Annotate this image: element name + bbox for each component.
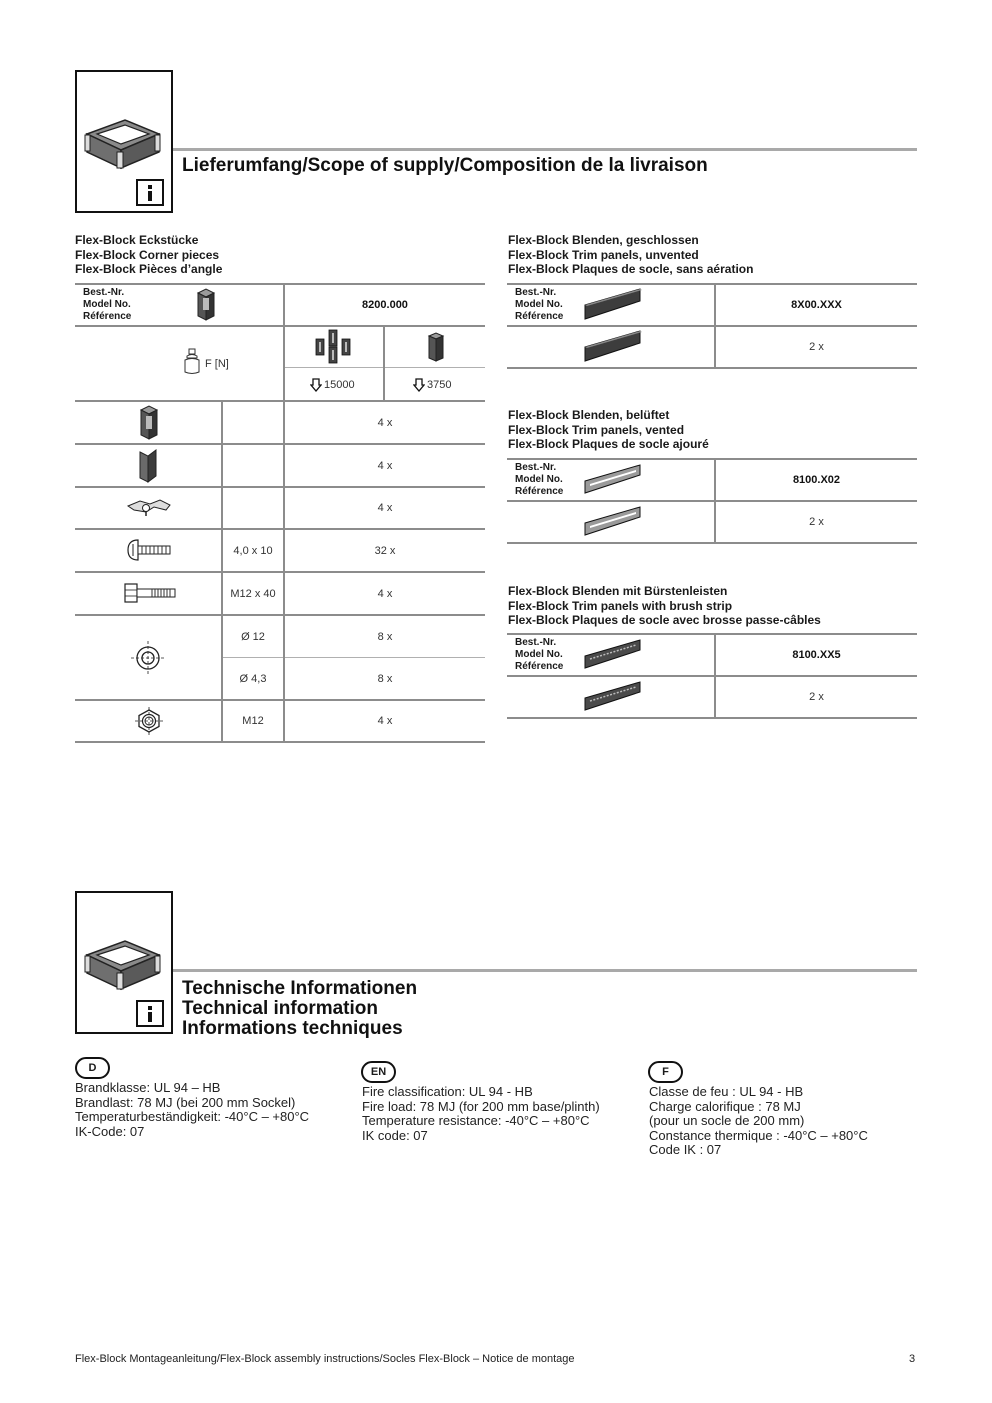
part-qty: 4 x xyxy=(377,587,393,600)
section-rule xyxy=(173,969,917,972)
panel-qty: 2 x xyxy=(809,341,824,353)
washer-icon xyxy=(131,641,165,675)
connector-clip-icon xyxy=(126,498,172,518)
part-spec: 4,0 x 10 xyxy=(233,544,273,557)
tech-title: Technische Informationen Technical information Informations techniques xyxy=(182,978,418,1039)
part-qty: 4 x xyxy=(377,502,393,514)
table-rule xyxy=(383,325,385,400)
corner-post-icon xyxy=(195,288,217,322)
corner-post-icon xyxy=(138,405,160,441)
force-label: F [N] xyxy=(205,358,229,370)
hex-bolt-icon xyxy=(122,582,178,604)
panel-qty: 2 x xyxy=(809,691,824,703)
table-rule xyxy=(75,325,485,327)
hex-nut-icon xyxy=(135,707,163,735)
plinth-frame-icon xyxy=(77,72,171,211)
corner-model-no: 8200.000 xyxy=(362,299,408,311)
weight-icon xyxy=(183,348,201,376)
footer-text: Flex-Block Montageanleitung/Flex-Block assembly instructions/Socles Flex-Block – Notice de montage xyxy=(75,1353,575,1365)
panel-model-no: 8100.XX5 xyxy=(792,649,841,661)
four-posts-icon xyxy=(314,329,354,365)
model-label: Best.-Nr. Model No. Référence xyxy=(515,462,564,497)
part-spec: M12 x 40 xyxy=(230,587,276,600)
load-multi-value: 15000 xyxy=(324,379,355,391)
table-rule xyxy=(507,367,917,369)
section-rule xyxy=(173,148,917,151)
part-qty: 4 x xyxy=(377,416,393,429)
load-arrow-icon xyxy=(413,378,425,392)
part-spec: Ø 4,3 xyxy=(239,672,267,685)
model-label: Best.-Nr. Model No. Référence xyxy=(515,287,564,322)
model-label: Best.-Nr. Model No. Référence xyxy=(83,287,132,322)
lang-badge-fr: F xyxy=(648,1061,683,1083)
trim-panel-brush-icon xyxy=(582,638,644,672)
trim-panel-vented-icon xyxy=(582,505,644,539)
page-title: Lieferumfang/Scope of supply/Composition de la livraison xyxy=(182,155,708,176)
part-spec: Ø 12 xyxy=(241,630,265,643)
part-spec: M12 xyxy=(242,715,264,727)
corner-profile-icon xyxy=(138,448,158,484)
plinth-info-icon-box xyxy=(75,70,173,213)
panel-model-no: 8X00.XXX xyxy=(791,299,842,311)
part-qty: 4 x xyxy=(377,459,393,472)
trim-panel-unvented-icon xyxy=(582,287,644,323)
panel-heading: Flex-Block Blenden mit Bürstenleisten Flex-Block Trim panels with brush strip Flex-Block Plaques de socle avec brosse passe-câbles xyxy=(508,584,821,627)
tech-info-de: Brandklasse: UL 94 – HB Brandlast: 78 MJ (bei 200 mm Sockel) Temperaturbeständigkeit: -40°C – +80°C IK-Code: 07 xyxy=(75,1080,310,1139)
table-rule xyxy=(285,367,485,368)
table-rule xyxy=(507,717,917,719)
panel-heading: Flex-Block Blenden, belüftet Flex-Block Trim panels, vented Flex-Block Plaques de socle ajouré xyxy=(508,408,709,451)
part-qty: 32 x xyxy=(374,544,396,557)
lang-badge-en: EN xyxy=(361,1061,396,1083)
corner-heading: Flex-Block Eckstücke Flex-Block Corner pieces Flex-Block Pièces d’angle xyxy=(75,233,223,276)
tech-info-en: Fire classification: UL 94 - HB Fire load: 78 MJ (for 200 mm base/plinth) Temperature resistance: -40°C – +80°C IK code: 07 xyxy=(362,1084,600,1143)
lang-badge-de: D xyxy=(75,1057,110,1079)
plinth-info-icon-box xyxy=(75,891,173,1034)
table-rule xyxy=(507,542,917,544)
page-number: 3 xyxy=(909,1353,916,1365)
trim-panel-brush-icon xyxy=(582,680,644,714)
single-post-icon xyxy=(427,332,445,362)
panel-heading: Flex-Block Blenden, geschlossen Flex-Block Trim panels, unvented Flex-Block Plaques de socle, sans aération xyxy=(508,233,754,276)
tech-info-fr: Classe de feu : UL 94 - HB Charge calorifique : 78 MJ (pour un socle de 200 mm) Constance thermique : -40°C – +80°C Code IK : 07 xyxy=(649,1084,868,1157)
load-arrow-icon xyxy=(310,378,322,392)
model-label: Best.-Nr. Model No. Référence xyxy=(515,637,564,672)
pan-head-screw-icon xyxy=(124,538,174,562)
panel-model-no: 8100.X02 xyxy=(792,474,841,486)
trim-panel-unvented-icon xyxy=(582,329,644,365)
plinth-frame-icon xyxy=(77,893,171,1032)
part-qty: 8 x xyxy=(377,672,393,685)
load-single-value: 3750 xyxy=(427,379,452,391)
panel-qty: 2 x xyxy=(809,516,824,528)
part-qty: 4 x xyxy=(377,715,393,727)
trim-panel-vented-icon xyxy=(582,463,644,497)
part-qty: 8 x xyxy=(377,630,393,643)
table-rule xyxy=(75,741,485,743)
